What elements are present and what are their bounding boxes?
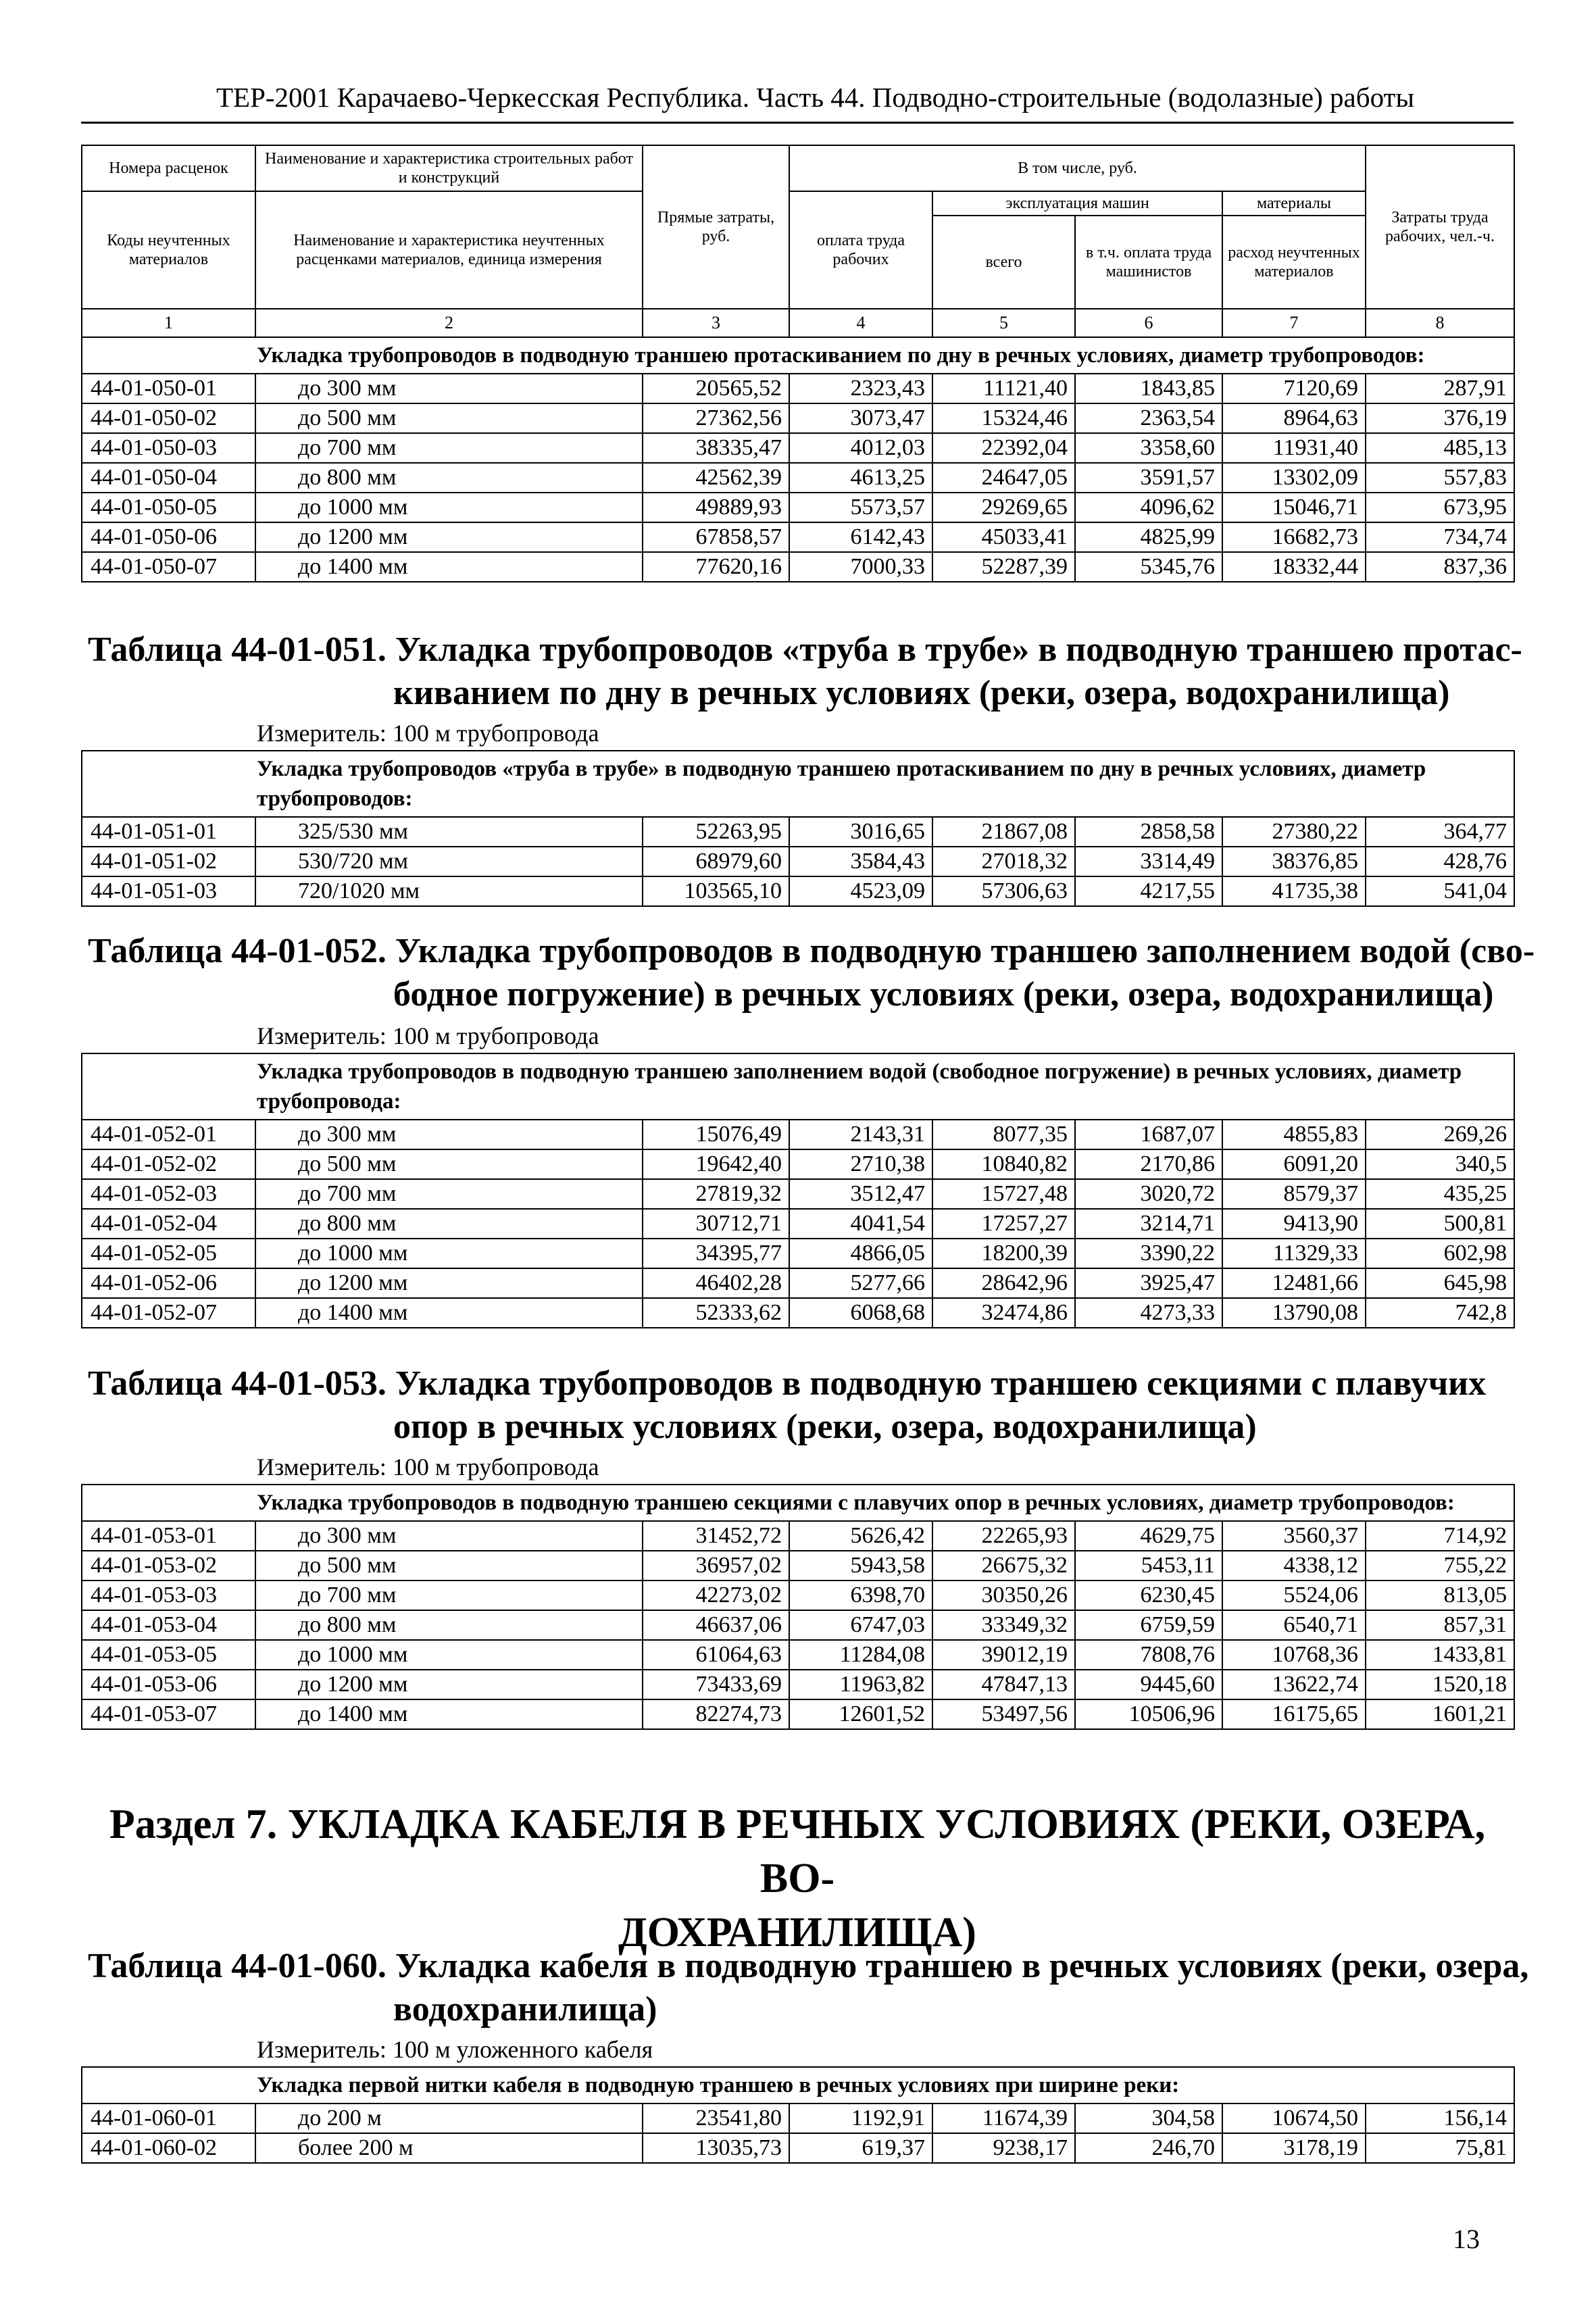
machinists-wages: 1687,07 <box>1075 1120 1222 1149</box>
machinists-wages: 7808,76 <box>1075 1640 1222 1670</box>
direct-costs: 46637,06 <box>643 1610 789 1640</box>
labor-costs: 156,14 <box>1366 2104 1514 2133</box>
machinists-wages: 2858,58 <box>1075 817 1222 847</box>
table-title-line: опор в речных условиях (реки, озера, водохранилища) <box>393 1408 1257 1446</box>
machines-total: 32474,86 <box>932 1298 1075 1328</box>
machinists-wages: 4629,75 <box>1075 1521 1222 1551</box>
wages: 3512,47 <box>789 1179 932 1209</box>
rate-code: 44-01-060-02 <box>82 2133 255 2163</box>
materials: 9413,90 <box>1222 1209 1366 1239</box>
rate-code: 44-01-050-03 <box>82 433 255 463</box>
wages: 4012,03 <box>789 433 932 463</box>
rate-code: 44-01-051-03 <box>82 876 255 906</box>
work-name: до 500 мм <box>255 403 643 433</box>
direct-costs: 30712,71 <box>643 1209 789 1239</box>
machines-total: 30350,26 <box>932 1580 1075 1610</box>
work-name: до 1400 мм <box>255 1298 643 1328</box>
wages: 619,37 <box>789 2133 932 2163</box>
wages: 6068,68 <box>789 1298 932 1328</box>
machines-total: 18200,39 <box>932 1239 1075 1268</box>
direct-costs: 77620,16 <box>643 552 789 582</box>
rate-code: 44-01-053-02 <box>82 1551 255 1580</box>
machines-total: 33349,32 <box>932 1610 1075 1640</box>
labor-costs: 428,76 <box>1366 847 1514 876</box>
table-title-line: водохранилища) <box>393 1990 657 2028</box>
table-44-01-053 <box>81 1484 1515 1730</box>
table-row <box>82 1699 1514 1729</box>
wages: 6398,70 <box>789 1580 932 1610</box>
col-including-label: В том числе, руб. <box>1018 159 1137 177</box>
table-44-01-052 <box>81 1053 1515 1328</box>
table-title-line: киванием по дну в речных условиях (реки, озера, водохранилища) <box>393 674 1450 712</box>
table-row <box>82 1298 1514 1328</box>
col-incl-machinists: в т.ч. оплата труда машинистов <box>1075 216 1222 309</box>
rate-code: 44-01-053-03 <box>82 1580 255 1610</box>
machines-total: 15324,46 <box>932 403 1075 433</box>
col-unaccounted-materials: расход неучтенных материалов <box>1222 216 1366 309</box>
col-materials: материалы <box>1222 191 1366 216</box>
rate-code: 44-01-052-02 <box>82 1149 255 1179</box>
table-row <box>82 552 1514 582</box>
col-machine-operation: эксплуатация машин <box>932 191 1222 216</box>
wages: 7000,33 <box>789 552 932 582</box>
materials: 8579,37 <box>1222 1179 1366 1209</box>
labor-costs: 602,98 <box>1366 1239 1514 1268</box>
wages: 4866,05 <box>789 1239 932 1268</box>
materials: 13622,74 <box>1222 1670 1366 1699</box>
group-heading: Укладка трубопроводов в подводную траншею секциями с плавучих опор в речных условиях, диаметр трубопроводов: <box>82 1485 1514 1521</box>
table-44-01-050 <box>81 145 1515 582</box>
col-number: 2 <box>255 309 643 337</box>
work-name: более 200 м <box>255 2133 643 2163</box>
labor-costs: 734,74 <box>1366 522 1514 552</box>
rate-code: 44-01-052-04 <box>82 1209 255 1239</box>
machines-total: 21867,08 <box>932 817 1075 847</box>
materials: 5524,06 <box>1222 1580 1366 1610</box>
work-name: до 200 м <box>255 2104 643 2133</box>
labor-costs: 714,92 <box>1366 1521 1514 1551</box>
col-rate-numbers: Номера расценок <box>82 145 255 191</box>
unit-of-measure: Измеритель: 100 м трубопровода <box>257 1453 599 1480</box>
work-name: до 800 мм <box>255 463 643 493</box>
table-title-line: бодное погружение) в речных условиях (реки, озера, водохранилища) <box>393 975 1494 1014</box>
group-heading: Укладка трубопроводов в подводную траншею протаскиванием по дну в речных условиях, диаметр трубопроводов: <box>82 337 1514 374</box>
col-direct-costs: Прямые затраты, руб. <box>643 145 789 309</box>
machinists-wages: 304,58 <box>1075 2104 1222 2133</box>
table-row <box>82 2104 1514 2133</box>
work-name: до 300 мм <box>255 1521 643 1551</box>
wages: 2323,43 <box>789 374 932 403</box>
direct-costs: 82274,73 <box>643 1699 789 1729</box>
direct-costs: 36957,02 <box>643 1551 789 1580</box>
machines-total: 52287,39 <box>932 552 1075 582</box>
wages: 2710,38 <box>789 1149 932 1179</box>
materials: 27380,22 <box>1222 817 1366 847</box>
rate-code: 44-01-053-01 <box>82 1521 255 1551</box>
direct-costs: 68979,60 <box>643 847 789 876</box>
materials: 38376,85 <box>1222 847 1366 876</box>
group-heading: Укладка трубопроводов в подводную траншею заполнением водой (свободное погружение) в речных условиях, диаметр трубопровода: <box>82 1053 1514 1120</box>
materials: 15046,71 <box>1222 493 1366 522</box>
rate-code: 44-01-053-04 <box>82 1610 255 1640</box>
rate-code: 44-01-052-01 <box>82 1120 255 1149</box>
header-rule <box>81 122 1514 124</box>
machinists-wages: 3358,60 <box>1075 433 1222 463</box>
machinists-wages: 5345,76 <box>1075 552 1222 582</box>
wages: 11963,82 <box>789 1670 932 1699</box>
direct-costs: 42273,02 <box>643 1580 789 1610</box>
machines-total: 26675,32 <box>932 1551 1075 1580</box>
wages: 1192,91 <box>789 2104 932 2133</box>
unit-of-measure: Измеритель: 100 м уложенного кабеля <box>257 2036 653 2063</box>
materials: 3178,19 <box>1222 2133 1366 2163</box>
labor-costs: 673,95 <box>1366 493 1514 522</box>
col-number: 7 <box>1222 309 1366 337</box>
direct-costs: 52263,95 <box>643 817 789 847</box>
table-row <box>82 522 1514 552</box>
group-heading: Укладка первой нитки кабеля в подводную траншею в речных условиях при ширине реки: <box>82 2067 1514 2104</box>
table-row <box>82 463 1514 493</box>
work-name: до 300 мм <box>255 1120 643 1149</box>
page-number: 13 <box>1453 2224 1480 2254</box>
table-row <box>82 493 1514 522</box>
wages: 3016,65 <box>789 817 932 847</box>
work-name: 325/530 мм <box>255 817 643 847</box>
table-title-44-01-060 <box>88 1945 1528 2031</box>
wages: 4613,25 <box>789 463 932 493</box>
rate-code: 44-01-050-06 <box>82 522 255 552</box>
wages: 5943,58 <box>789 1551 932 1580</box>
machines-total: 17257,27 <box>932 1209 1075 1239</box>
wages: 3073,47 <box>789 403 932 433</box>
machines-total: 47847,13 <box>932 1670 1075 1699</box>
labor-costs: 485,13 <box>1366 433 1514 463</box>
rate-code: 44-01-050-02 <box>82 403 255 433</box>
labor-costs: 75,81 <box>1366 2133 1514 2163</box>
direct-costs: 49889,93 <box>643 493 789 522</box>
machinists-wages: 3390,22 <box>1075 1239 1222 1268</box>
labor-costs: 269,26 <box>1366 1120 1514 1149</box>
wages: 3584,43 <box>789 847 932 876</box>
machinists-wages: 6759,59 <box>1075 1610 1222 1640</box>
direct-costs: 34395,77 <box>643 1239 789 1268</box>
work-name: до 1000 мм <box>255 1239 643 1268</box>
machinists-wages: 4273,33 <box>1075 1298 1222 1328</box>
direct-costs: 61064,63 <box>643 1640 789 1670</box>
work-name: до 1400 мм <box>255 552 643 582</box>
machines-total: 10840,82 <box>932 1149 1075 1179</box>
work-name: до 500 мм <box>255 1551 643 1580</box>
machines-total: 11121,40 <box>932 374 1075 403</box>
col-number: 3 <box>643 309 789 337</box>
labor-costs: 645,98 <box>1366 1268 1514 1298</box>
materials: 18332,44 <box>1222 552 1366 582</box>
table-row <box>82 1521 1514 1551</box>
materials: 10768,36 <box>1222 1640 1366 1670</box>
table-row <box>82 1670 1514 1699</box>
rate-code: 44-01-051-01 <box>82 817 255 847</box>
labor-costs: 364,77 <box>1366 817 1514 847</box>
table-44-01-060 <box>81 2066 1515 2164</box>
direct-costs: 42562,39 <box>643 463 789 493</box>
col-number: 1 <box>82 309 255 337</box>
table-row <box>82 1580 1514 1610</box>
machinists-wages: 10506,96 <box>1075 1699 1222 1729</box>
table-title-line: Таблица 44-01-051. Укладка трубопроводов «труба в трубе» в подводную траншею протас- <box>88 630 1522 669</box>
work-name: до 1000 мм <box>255 493 643 522</box>
table-title-line: Таблица 44-01-053. Укладка трубопроводов в подводную траншею секциями с плавучих <box>88 1364 1487 1403</box>
labor-costs: 287,91 <box>1366 374 1514 403</box>
wages: 2143,31 <box>789 1120 932 1149</box>
rate-code: 44-01-050-05 <box>82 493 255 522</box>
table-title-44-01-051 <box>88 628 1522 715</box>
machinists-wages: 246,70 <box>1075 2133 1222 2163</box>
machinists-wages: 4096,62 <box>1075 493 1222 522</box>
table-row <box>82 374 1514 403</box>
table-row <box>82 2133 1514 2163</box>
machines-total: 9238,17 <box>932 2133 1075 2163</box>
table-title-44-01-052 <box>88 930 1535 1016</box>
work-name: до 1200 мм <box>255 1268 643 1298</box>
rate-code: 44-01-050-01 <box>82 374 255 403</box>
wages: 6747,03 <box>789 1610 932 1640</box>
direct-costs: 23541,80 <box>643 2104 789 2133</box>
col-labor-costs: Затраты труда рабочих, чел.-ч. <box>1366 145 1514 309</box>
labor-costs: 742,8 <box>1366 1298 1514 1328</box>
table-44-01-051 <box>81 750 1515 907</box>
col-number: 5 <box>932 309 1075 337</box>
direct-costs: 67858,57 <box>643 522 789 552</box>
section-title-line: ДОХРАНИЛИЩА) <box>618 1910 976 1956</box>
group-heading: Укладка трубопроводов «труба в трубе» в подводную траншею протаскиванием по дну в речных условиях, диаметр трубопроводов: <box>82 751 1514 817</box>
rate-code: 44-01-050-07 <box>82 552 255 582</box>
wages: 4041,54 <box>789 1209 932 1239</box>
unit-of-measure: Измеритель: 100 м трубопровода <box>257 1022 599 1049</box>
labor-costs: 541,04 <box>1366 876 1514 906</box>
table-title-44-01-053 <box>88 1362 1486 1449</box>
labor-costs: 857,31 <box>1366 1610 1514 1640</box>
work-name: до 1200 мм <box>255 522 643 552</box>
direct-costs: 27819,32 <box>643 1179 789 1209</box>
materials: 4855,83 <box>1222 1120 1366 1149</box>
machinists-wages: 5453,11 <box>1075 1551 1222 1580</box>
table-row <box>82 1551 1514 1580</box>
direct-costs: 73433,69 <box>643 1670 789 1699</box>
rate-code: 44-01-053-05 <box>82 1640 255 1670</box>
rate-code: 44-01-050-04 <box>82 463 255 493</box>
machines-total: 24647,05 <box>932 463 1075 493</box>
machinists-wages: 3214,71 <box>1075 1209 1222 1239</box>
rate-code: 44-01-051-02 <box>82 847 255 876</box>
table-row <box>82 876 1514 906</box>
table-title-line: Таблица 44-01-060. Укладка кабеля в подводную траншею в речных условиях (реки, озера, <box>88 1947 1529 1985</box>
wages: 11284,08 <box>789 1640 932 1670</box>
materials: 13302,09 <box>1222 463 1366 493</box>
col-number: 4 <box>789 309 932 337</box>
materials: 3560,37 <box>1222 1521 1366 1551</box>
rate-code: 44-01-052-05 <box>82 1239 255 1268</box>
table-row <box>82 1610 1514 1640</box>
machines-total: 15727,48 <box>932 1179 1075 1209</box>
direct-costs: 27362,56 <box>643 403 789 433</box>
table-title-line: Таблица 44-01-052. Укладка трубопроводов в подводную траншею заполнением водой (сво- <box>88 932 1535 970</box>
materials: 41735,38 <box>1222 876 1366 906</box>
work-name: до 1000 мм <box>255 1640 643 1670</box>
machines-total: 57306,63 <box>932 876 1075 906</box>
wages: 5626,42 <box>789 1521 932 1551</box>
labor-costs: 1520,18 <box>1366 1670 1514 1699</box>
unit-of-measure: Измеритель: 100 м трубопровода <box>257 720 599 747</box>
labor-costs: 376,19 <box>1366 403 1514 433</box>
rate-code: 44-01-052-03 <box>82 1179 255 1209</box>
rate-code: 44-01-053-06 <box>82 1670 255 1699</box>
materials: 10674,50 <box>1222 2104 1366 2133</box>
labor-costs: 755,22 <box>1366 1551 1514 1580</box>
rate-code: 44-01-053-07 <box>82 1699 255 1729</box>
machinists-wages: 2363,54 <box>1075 403 1222 433</box>
direct-costs: 103565,10 <box>643 876 789 906</box>
table-row <box>82 403 1514 433</box>
work-name: 530/720 мм <box>255 847 643 876</box>
col-machines-total: всего <box>932 216 1075 309</box>
work-name: 720/1020 мм <box>255 876 643 906</box>
machines-total: 22392,04 <box>932 433 1075 463</box>
table-row <box>82 433 1514 463</box>
labor-costs: 837,36 <box>1366 552 1514 582</box>
work-name: до 1400 мм <box>255 1699 643 1729</box>
labor-costs: 1433,81 <box>1366 1640 1514 1670</box>
materials: 4338,12 <box>1222 1551 1366 1580</box>
machines-total: 45033,41 <box>932 522 1075 552</box>
direct-costs: 19642,40 <box>643 1149 789 1179</box>
machines-total: 8077,35 <box>932 1120 1075 1149</box>
page-header: ТЕР-2001 Карачаево-Черкесская Республика. Часть 44. Подводно-строительные (водолазные) работы <box>216 82 1414 113</box>
machinists-wages: 3314,49 <box>1075 847 1222 876</box>
machinists-wages: 3925,47 <box>1075 1268 1222 1298</box>
wages: 12601,52 <box>789 1699 932 1729</box>
rate-code: 44-01-060-01 <box>82 2104 255 2133</box>
work-name: до 500 мм <box>255 1149 643 1179</box>
col-material-name: Наименование и характеристика неучтенных расценками материалов, единица измерения <box>255 191 643 309</box>
work-name: до 800 мм <box>255 1209 643 1239</box>
wages: 6142,43 <box>789 522 932 552</box>
materials: 6091,20 <box>1222 1149 1366 1179</box>
wages: 5277,66 <box>789 1268 932 1298</box>
materials: 16175,65 <box>1222 1699 1366 1729</box>
direct-costs: 52333,62 <box>643 1298 789 1328</box>
work-name: до 700 мм <box>255 433 643 463</box>
labor-costs: 813,05 <box>1366 1580 1514 1610</box>
table-row <box>82 1149 1514 1179</box>
col-wages: оплата труда рабочих <box>789 191 932 309</box>
materials: 6540,71 <box>1222 1610 1366 1640</box>
column-header <box>82 145 1514 337</box>
direct-costs: 38335,47 <box>643 433 789 463</box>
table-row <box>82 1239 1514 1268</box>
direct-costs: 31452,72 <box>643 1521 789 1551</box>
section-title <box>81 1797 1514 1960</box>
direct-costs: 46402,28 <box>643 1268 789 1298</box>
wages: 5573,57 <box>789 493 932 522</box>
direct-costs: 20565,52 <box>643 374 789 403</box>
table-row <box>82 847 1514 876</box>
table-row <box>82 1268 1514 1298</box>
col-material-codes: Коды неучтенных материалов <box>82 191 255 309</box>
direct-costs: 13035,73 <box>643 2133 789 2163</box>
materials: 11931,40 <box>1222 433 1366 463</box>
table-row <box>82 1640 1514 1670</box>
machinists-wages: 3591,57 <box>1075 463 1222 493</box>
materials: 11329,33 <box>1222 1239 1366 1268</box>
machines-total: 29269,65 <box>932 493 1075 522</box>
machinists-wages: 9445,60 <box>1075 1670 1222 1699</box>
labor-costs: 340,5 <box>1366 1149 1514 1179</box>
machinists-wages: 4217,55 <box>1075 876 1222 906</box>
work-name: до 300 мм <box>255 374 643 403</box>
machinists-wages: 4825,99 <box>1075 522 1222 552</box>
materials: 7120,69 <box>1222 374 1366 403</box>
labor-costs: 557,83 <box>1366 463 1514 493</box>
materials: 16682,73 <box>1222 522 1366 552</box>
col-number: 6 <box>1075 309 1222 337</box>
machinists-wages: 1843,85 <box>1075 374 1222 403</box>
machines-total: 22265,93 <box>932 1521 1075 1551</box>
table-body <box>82 337 1514 582</box>
col-number: 8 <box>1366 309 1514 337</box>
labor-costs: 500,81 <box>1366 1209 1514 1239</box>
materials: 8964,63 <box>1222 403 1366 433</box>
wages: 4523,09 <box>789 876 932 906</box>
work-name: до 700 мм <box>255 1580 643 1610</box>
table-row <box>82 1179 1514 1209</box>
rate-code: 44-01-052-06 <box>82 1268 255 1298</box>
materials: 12481,66 <box>1222 1268 1366 1298</box>
work-name: до 1200 мм <box>255 1670 643 1699</box>
table-row <box>82 1209 1514 1239</box>
machines-total: 28642,96 <box>932 1268 1075 1298</box>
col-including <box>789 145 1366 191</box>
work-name: до 700 мм <box>255 1179 643 1209</box>
table-row <box>82 817 1514 847</box>
machines-total: 11674,39 <box>932 2104 1075 2133</box>
machinists-wages: 2170,86 <box>1075 1149 1222 1179</box>
col-work-name: Наименование и характеристика строительных работ и конструкций <box>255 145 643 191</box>
labor-costs: 1601,21 <box>1366 1699 1514 1729</box>
labor-costs: 435,25 <box>1366 1179 1514 1209</box>
materials: 13790,08 <box>1222 1298 1366 1328</box>
machines-total: 27018,32 <box>932 847 1075 876</box>
machinists-wages: 6230,45 <box>1075 1580 1222 1610</box>
machinists-wages: 3020,72 <box>1075 1179 1222 1209</box>
machines-total: 53497,56 <box>932 1699 1075 1729</box>
work-name: до 800 мм <box>255 1610 643 1640</box>
machines-total: 39012,19 <box>932 1640 1075 1670</box>
section-title-line: Раздел 7. УКЛАДКА КАБЕЛЯ В РЕЧНЫХ УСЛОВИЯХ (РЕКИ, ОЗЕРА, ВО- <box>109 1801 1486 1901</box>
rate-code: 44-01-052-07 <box>82 1298 255 1328</box>
table-row <box>82 1120 1514 1149</box>
direct-costs: 15076,49 <box>643 1120 789 1149</box>
